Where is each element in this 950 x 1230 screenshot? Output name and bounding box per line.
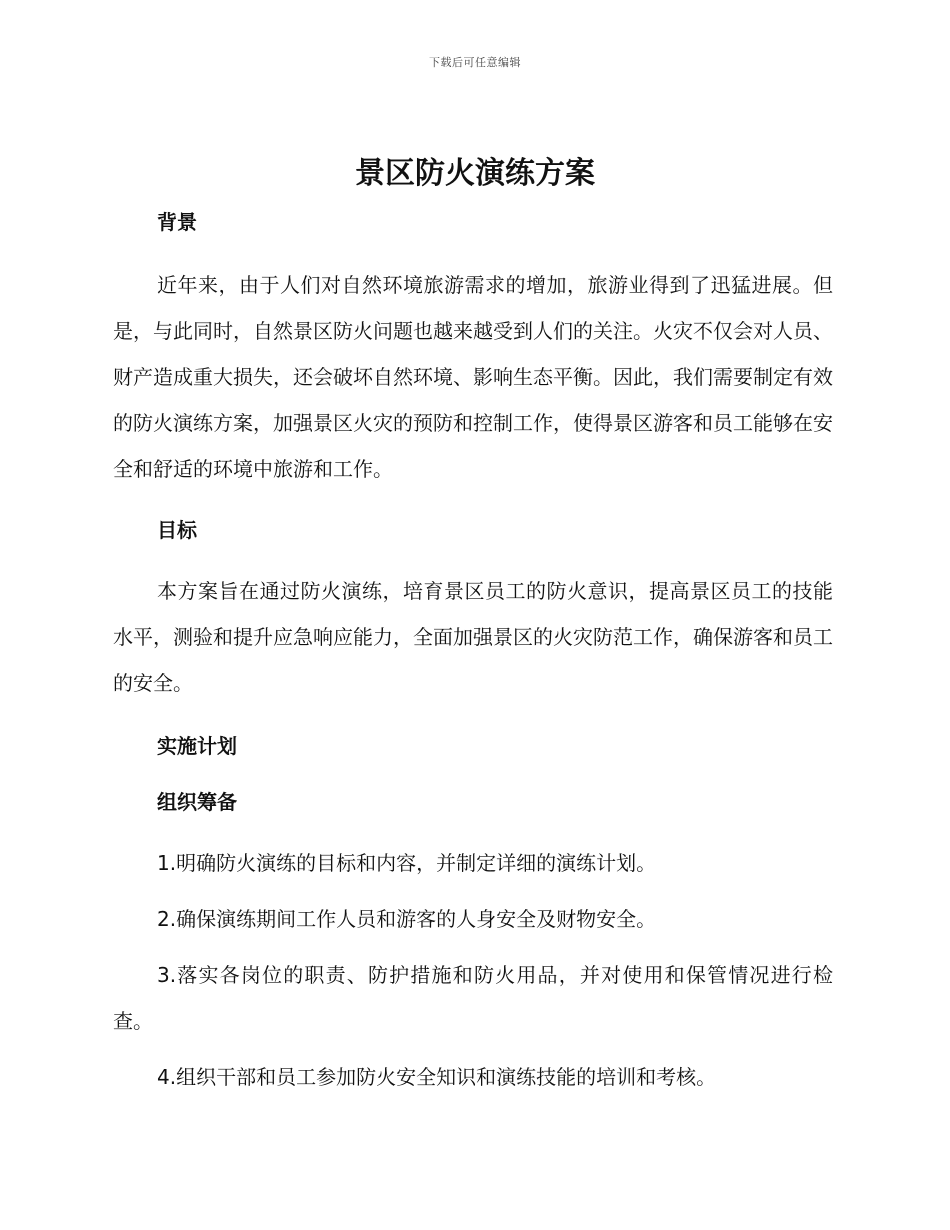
document-body [113,204,833,1100]
plan-item: 4.组织干部和员工参加防火安全知识和演练技能的培训和考核。 [157,1065,717,1089]
document-title: 景区防火演练方案 [355,156,595,191]
section-heading-background: 背景 [157,210,197,234]
section-heading-goal: 目标 [157,518,197,542]
subsection-heading-organization: 组织筹备 [157,790,237,814]
plan-item: 1.明确防火演练的目标和内容，并制定详细的演练计划。 [157,851,657,875]
plan-item: 2.确保演练期间工作人员和游客的人身安全及财物安全。 [157,907,657,931]
section-heading-plan: 实施计划 [157,734,237,758]
goal-paragraph: 本方案旨在通过防火演练，培育景区员工的防火意识，提高景区员工的技能水平，测验和提升应急响应能力，全面加强景区的火灾防范工作，确保游客和员工的安全。 [113,579,833,695]
plan-item: 3.落实各岗位的职责、防护措施和防火用品，并对使用和保管情况进行检查。 [113,963,833,1033]
page-header-note: 下载后可任意编辑 [429,56,521,69]
background-paragraph: 近年来，由于人们对自然环境旅游需求的增加，旅游业得到了迅猛进展。但是，与此同时，自然景区防火问题也越来越受到人们的关注。火灾不仅会对人员、财产造成重大损失，还会破坏自然环境、影响生态平衡。因此，我们需要制定有效的防火演练方案，加强景区火灾的预防和控制工作，使得景区游客和员工能够在安全和舒适的环境中旅游和工作。 [113,273,833,481]
